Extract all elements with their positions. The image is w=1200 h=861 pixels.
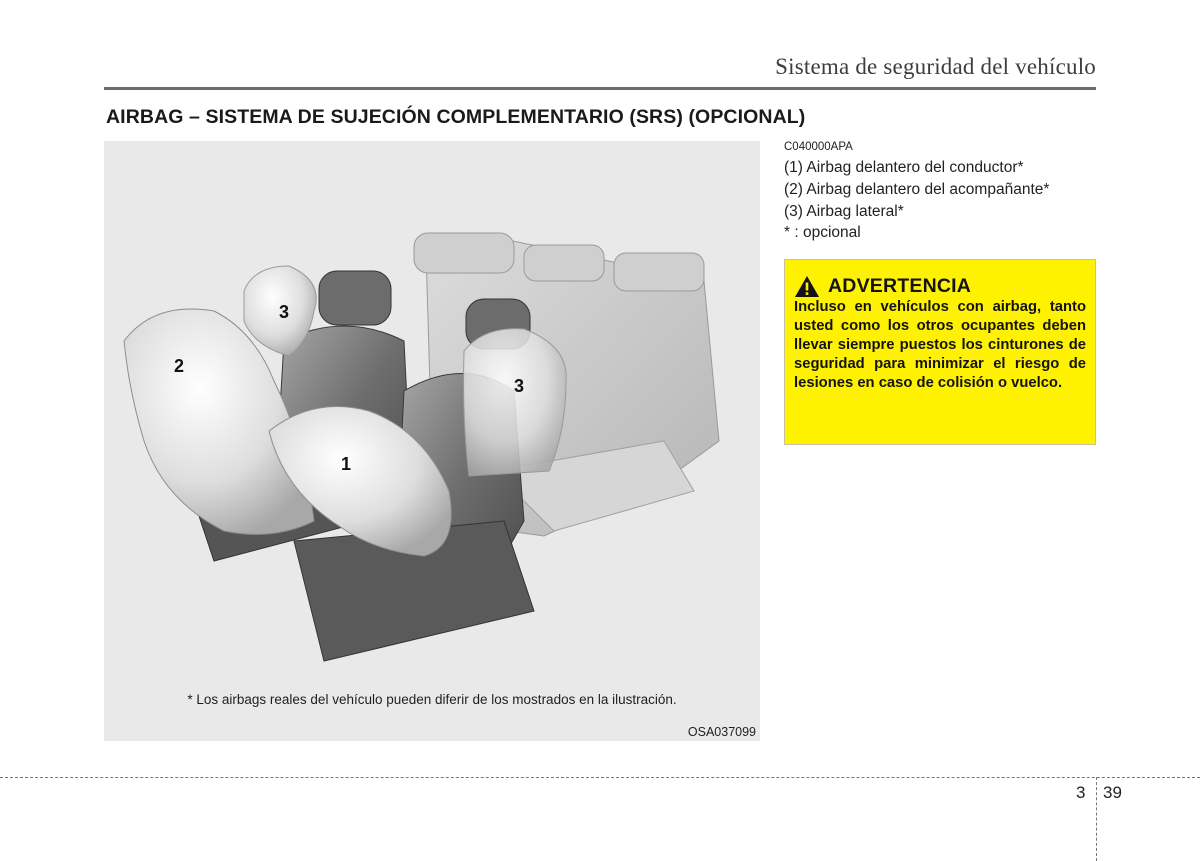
legend-item: (3) Airbag lateral* (784, 202, 904, 220)
footer-divider (1096, 777, 1097, 861)
page-number: 39 (1103, 783, 1122, 802)
legend-item: (1) Airbag delantero del conductor* (784, 159, 1024, 176)
page-heading: AIRBAG – SISTEMA DE SUJECIÓN COMPLEMENTARIO (SRS) (OPCIONAL) (106, 106, 806, 128)
callout-side-airbag-driver: 3 (514, 376, 525, 396)
warning-triangle-icon (794, 275, 820, 298)
airbag-legend (784, 157, 1049, 244)
footer-rule (0, 777, 1200, 778)
seats-airbags-drawing (104, 141, 760, 741)
figure-caption: * Los airbags reales del vehículo pueden diferir de los mostrados en la ilustración. (187, 692, 677, 707)
warning-box (784, 259, 1096, 445)
callout-passenger-airbag: 2 (174, 356, 185, 376)
warning-text: Incluso en vehículos con airbag, tanto usted como los otros ocupantes deben llevar siempre puestos los cinturones de seguridad para minimizar el riesgo de lesiones en caso de colisión o vuelco. (794, 299, 1086, 391)
figure-code: OSA037099 (687, 725, 756, 739)
callout-side-airbag-passenger: 3 (279, 302, 290, 322)
chapter-number: 3 (1076, 783, 1086, 802)
header-rule (104, 87, 1096, 90)
airbag-illustration (104, 141, 760, 741)
legend-item: (2) Airbag delantero del acompañante* (784, 180, 1050, 198)
document-code: C040000APA (784, 141, 853, 153)
warning-title: ADVERTENCIA (828, 274, 972, 297)
legend-item: * : opcional (784, 224, 861, 242)
warning-header (794, 274, 1086, 298)
callout-driver-airbag: 1 (341, 454, 352, 474)
driver-side-airbag (464, 329, 567, 476)
section-title: Sistema de seguridad del vehículo (775, 54, 1096, 79)
